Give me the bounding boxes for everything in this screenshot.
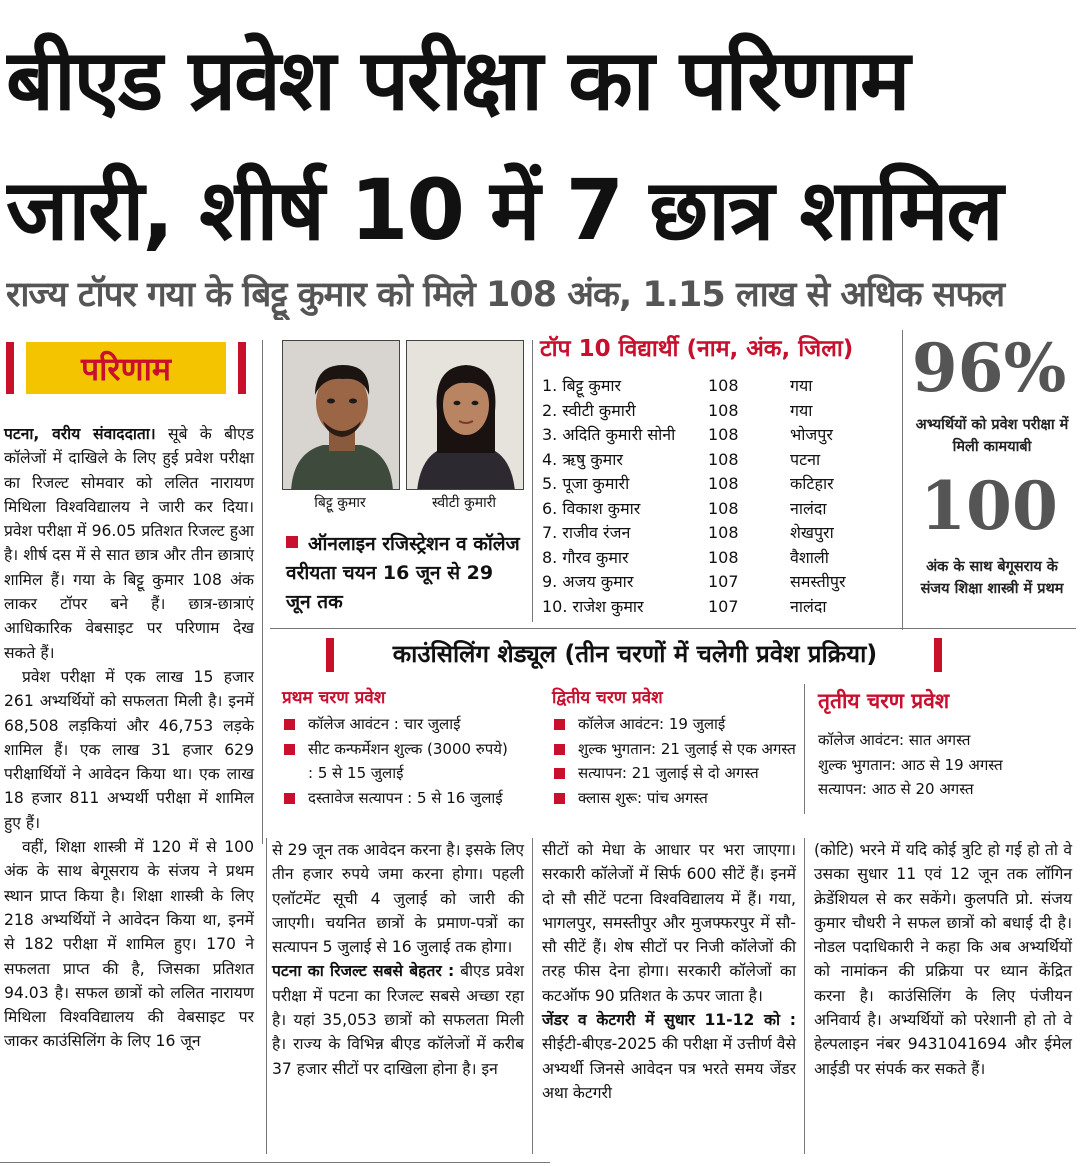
paragraph-text: बीएड प्रवेश परीक्षा में पटना का रिजल्ट सबसे अच्छा रहा है। यहां 35,053 छात्रों को सफलता मिली है। राज्य के विभिन्न बीएड कॉलेजों में करीब 37 हजार सीटों पर दाखिला होना है। इन — [272, 962, 524, 1078]
result-label-text: परिणाम — [26, 342, 226, 394]
student-district: कटिहार — [790, 474, 834, 493]
student-name: 1. बिट्टू कुमार — [542, 376, 622, 395]
article-column-4 — [814, 838, 1072, 1081]
counseling-bar-right — [934, 638, 942, 672]
registration-note-text: ऑनलाइन रजिस्ट्रेशन व कॉलेज वरीयता चयन 16 जून से 29 जून तक — [286, 533, 520, 613]
paragraph — [542, 1008, 796, 1105]
top10-title: टॉप 10 विद्यार्थी (नाम, अंक, जिला) — [540, 336, 854, 362]
bullet-square-icon — [286, 536, 298, 548]
top10-row — [542, 423, 892, 448]
phase3-list — [818, 728, 1068, 802]
bottom-rule — [0, 1162, 550, 1163]
student-name: 9. अजय कुमार — [542, 572, 634, 591]
phase2-item-text: शुल्क भुगतान: 21 जुलाई से एक अगस्त — [578, 739, 796, 758]
paragraph: (कोटि) भरने में यदि कोई त्रुटि हो गई हो तो वे उसका सुधार 11 एवं 12 जून तक लॉगिन क्रेडेंशियल से कर सकेंगे। कुलपति प्रो. संजय कुमार चौधरी ने सफल छात्रों को बधाई दी है। नोडल पदाधिकारी ने कहा कि अब अभ्यर्थियों को नामांकन की प्रक्रिया पर ध्यान केंद्रित करना है। काउंसिलिंग के लिए पंजीयन अनिवार्य है। अभ्यर्थियों को परेशानी हो तो वे हेल्पलाइन नंबर 9431041694 और ईमेल आईडी पर संपर्क कर सकते हैं। — [814, 841, 1072, 1078]
phase3-item: सत्यापन: आठ से 20 अगस्त — [818, 780, 974, 798]
student-name: 2. स्वीटी कुमारी — [542, 400, 636, 420]
photo-caption-2: स्वीटी कुमारी — [431, 495, 497, 511]
phase2-item — [552, 712, 802, 737]
student-district: गया — [790, 400, 813, 420]
stat-pass-caption: अभ्यर्थियों को प्रवेश परीक्षा में मिली कामयाबी — [915, 417, 1069, 455]
bullet-square-icon — [554, 744, 565, 755]
article-column-1 — [4, 422, 254, 1054]
counseling-title-text: काउंसिलिंग शेड्यूल (तीन चरणों में चलेगी प्रवेश प्रक्रिया) — [392, 640, 878, 668]
student-marks: 108 — [708, 376, 739, 395]
column-rule — [532, 838, 533, 1154]
phase2-title: द्वितीय चरण प्रवेश — [552, 688, 663, 708]
phase3-item: शुल्क भुगतान: आठ से 19 अगस्त — [818, 755, 1003, 774]
student-name: 8. गौरव कुमार — [542, 547, 629, 567]
top10-row — [542, 570, 892, 595]
student-name: 5. पूजा कुमारी — [542, 474, 630, 493]
bullet-square-icon — [284, 744, 295, 755]
headline-line-2: जारी, शीर्ष 10 में 7 छात्र शामिल — [6, 161, 1002, 259]
phase2-item — [552, 737, 802, 762]
bullet-square-icon — [554, 793, 565, 804]
student-district: वैशाली — [790, 547, 829, 567]
phase1-item-text: दस्तावेज सत्यापन : 5 से 16 जुलाई — [308, 788, 503, 807]
phase2-list — [552, 712, 802, 810]
phase1-item-continued: : 5 से 15 जुलाई — [308, 764, 404, 782]
phase1-item — [282, 786, 542, 811]
bullet-square-icon — [554, 768, 565, 779]
column-rule — [804, 838, 805, 1154]
paragraph-1 — [4, 422, 254, 665]
phase2-item-text: कॉलेज आवंटन: 19 जुलाई — [578, 715, 726, 733]
counseling-title — [278, 634, 958, 674]
student-district: पटना — [790, 449, 821, 469]
student-marks: 108 — [708, 400, 739, 420]
student-district: नालंदा — [790, 498, 827, 518]
phase1-item — [282, 737, 542, 762]
top10-list — [542, 374, 892, 619]
column-rule — [266, 838, 267, 1154]
phase2-item — [552, 786, 802, 811]
label-bar-left — [6, 342, 14, 394]
stat-shastri-caption: अंक के साथ बेगूसराय के संजय शिक्षा शास्त्री में प्रथम — [920, 559, 1064, 597]
student-marks: 108 — [708, 523, 739, 542]
student-district: गया — [790, 376, 813, 395]
phase1-item-text: सीट कन्फर्मेशन शुल्क (3000 रुपये) — [308, 739, 508, 758]
headline-line-1: बीएड प्रवेश परीक्षा का परिणाम — [6, 31, 909, 129]
paragraph-3: वहीं, शिक्षा शास्त्री में 120 में से 100 अंक के साथ बेगूसराय के संजय ने प्रथम स्थान प्राप्त किया है। शिक्षा शास्त्री के लिए 218 अभ्यर्थियों ने आवेदन किया था, इनमें से 182 परीक्षा में शामिल हुए। 170 ने सफलता प्राप्त की है, जिसका प्रतिशत 94.03 है। सफल छात्रों को ललित नारायण मिथिला विश्वविद्यालय की वेबसाइट पर जाकर काउंसिलिंग के लिए 16 जून — [4, 838, 254, 1051]
student-district: समस्तीपुर — [790, 572, 846, 591]
portrait-female-image — [407, 341, 524, 490]
phase2-item-text: सत्यापन: 21 जुलाई से दो अगस्त — [578, 764, 759, 782]
student-name: 10. राजेश कुमार — [542, 596, 644, 616]
section-rule — [270, 628, 1076, 629]
portrait-male-image — [283, 341, 400, 490]
paragraph — [272, 959, 524, 1080]
phase1-list — [282, 712, 542, 810]
column-rule — [804, 684, 805, 814]
student-name: 6. विकाश कुमार — [542, 498, 641, 518]
student-district: शेखपुरा — [790, 523, 834, 542]
student-marks: 107 — [708, 596, 739, 616]
phase1-item-text: कॉलेज आवंटन : चार जुलाई — [308, 715, 461, 733]
top10-row — [542, 595, 892, 620]
student-marks: 108 — [708, 498, 739, 518]
student-name: 7. राजीव रंजन — [542, 523, 631, 542]
article-column-2 — [272, 838, 524, 1081]
phase3-item: कॉलेज आवंटन: सात अगस्त — [818, 731, 971, 749]
top10-row — [542, 546, 892, 571]
phase1-item — [282, 712, 542, 737]
phase1-title: प्रथम चरण प्रवेश — [282, 688, 386, 708]
top10-row — [542, 374, 892, 399]
photo-bittu-kumar — [282, 340, 400, 490]
paragraph-text: सीईटी-बीएड-2025 की परीक्षा में उत्तीर्ण वैसे अभ्यर्थी जिनसे आवेदन पत्र भरते समय जेंडर अथा केटगरी — [542, 1035, 796, 1102]
student-name: 4. ऋषु कुमार — [542, 449, 623, 469]
student-name: 3. अदिति कुमारी सोनी — [542, 425, 676, 444]
photo-sweety-kumari — [406, 340, 524, 490]
top10-row — [542, 399, 892, 424]
bullet-square-icon — [554, 719, 565, 730]
phase2-item — [552, 761, 802, 786]
student-marks: 108 — [708, 547, 739, 567]
sub-heading: पटना का रिजल्ट सबसे बेहतर : — [272, 962, 455, 981]
paragraph: से 29 जून तक आवेदन करना है। इसके लिए तीन हजार रुपये जमा करना होगा। पहली एलॉटमेंट सूची 4 जुलाई को जारी की जाएगी। चयनित छात्रों के प्रमाण-पत्रों का सत्यापन 5 जुलाई से 16 जुलाई तक होगा। — [272, 841, 524, 957]
registration-note — [286, 530, 522, 617]
stat-shastri-marks: 100 — [920, 467, 1058, 545]
top10-row — [542, 521, 892, 546]
result-label — [6, 342, 246, 394]
phase2-item-text: क्लास शुरू: पांच अगस्त — [578, 788, 708, 807]
top10-row — [542, 497, 892, 522]
paragraph-2: प्रवेश परीक्षा में एक लाख 15 हजार 261 अभ्यर्थियों को सफलता मिली है। इनमें 68,508 लड़कियां और 46,753 लड़के शामिल हैं। एक लाख 31 हजार 629 परीक्षार्थियों ने आवेदन किया था। एक लाख 18 हजार 811 अभ्यर्थी परीक्षा में शामिल हुए हैं। — [4, 667, 254, 832]
bullet-square-icon — [284, 793, 295, 804]
paragraph: सीटों को मेधा के आधार पर भरा जाएगा। सरकारी कॉलेजों में सिर्फ 600 सीटें हैं। इनमें दो सौ सीटें पटना विश्वविद्यालय में हैं। गया, भागलपुर, समस्तीपुर और मुजफ्फरपुर में सौ-सौ सीटें हैं। शेष सीटों पर निजी कॉलेजों की तरह फीस देना होगा। सरकारी कॉलेजों का कटऑफ 90 प्रतिशत के ऊपर जाता है। — [542, 841, 796, 1005]
byline: पटना, वरीय संवाददाता। — [4, 425, 156, 443]
student-district: नालंदा — [790, 596, 827, 616]
column-rule — [262, 340, 263, 844]
stat-pass-percentage: 96% — [911, 329, 1067, 407]
student-district: भोजपुर — [790, 425, 833, 444]
counseling-bar-left — [326, 638, 334, 672]
phase3-title: तृतीय चरण प्रवेश — [818, 689, 950, 713]
student-marks: 108 — [708, 425, 739, 444]
student-marks: 108 — [708, 449, 739, 469]
sub-heading: जेंडर व केटगरी में सुधार 11-12 को : — [542, 1011, 796, 1030]
top10-row — [542, 472, 892, 497]
top10-row — [542, 448, 892, 473]
label-bar-right — [238, 342, 246, 394]
article-column-3 — [542, 838, 796, 1105]
subheadline: राज्य टॉपर गया के बिट्टू कुमार को मिले 108 अंक, 1.15 लाख से अधिक सफल — [6, 275, 1005, 315]
bullet-square-icon — [284, 719, 295, 730]
photo-caption-1: बिट्टू कुमार — [314, 495, 366, 511]
column-rule — [532, 340, 533, 622]
paragraph-1-text: सूबे के बीएड कॉलेजों में दाखिले के लिए हुई प्रवेश परीक्षा का रिजल्ट सोमवार को ललित नारायण मिथिला विश्वविद्यालय ने जारी कर दिया। प्रवेश परीक्षा में 96.05 प्रतिशत रिजल्ट हुआ है। शीर्ष दस में से सात छात्र और तीन छात्राएं शामिल हैं। गया के बिट्टू कुमार 108 अंक लाकर टॉपर बने हैं। छात्र-छात्राएं आधिकारिक वेबसाइट पर परिणाम देख सकते हैं। — [4, 425, 255, 662]
student-marks: 108 — [708, 474, 739, 493]
student-marks: 107 — [708, 572, 739, 591]
